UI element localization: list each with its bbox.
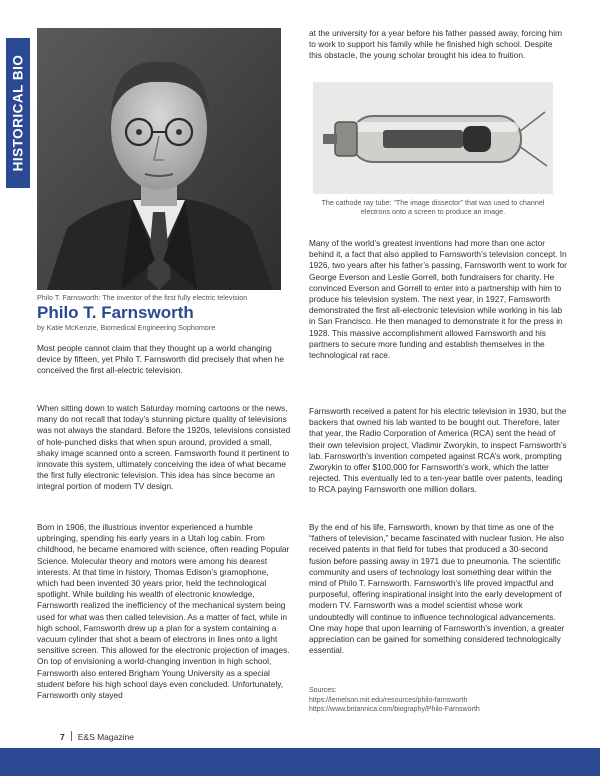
body-paragraph: at the university for a year before his father passed away, forcing him to work to support his family while he finished high school. Despite this obstacle, the young scholar brought his idea to fruition. (309, 28, 563, 61)
body-paragraph: Most people cannot claim that they thought up a world changing device by fifteen, yet Philo T. Farnsworth did precisely that when he conceived the first all-electric television. (37, 343, 285, 376)
page-number: 7 (60, 732, 65, 742)
body-paragraph: Born in 1906, the illustrious inventor experienced a humble upbringing, spending his early years in a Utah log cabin. From childhood, he became enamored with science, often reading Popular Science. Molecular theory and motors were among his dearest interests. At that time in history, Thomas Edison’s gramophone, which had been invented 30 years prior, held the technological spotlight. While building his wealth of electronic knowledge, Farnsworth realized the inefficiency of the mechanical system being used for what was then called television. As a matter of fact, while in high school, Farnsworth drew up a plan for a system containing a vacuum cylinder that shot a beam of electrons in lines onto a light sensitive screen. This allowed for the electronic projection of images. On top of envisioning a world-changing invention in high school, Farnsworth also entered Brigham Young University as a special student before his high school days even concluded. Unfortunately, Farnsworth only stayed (37, 522, 290, 701)
body-paragraph: By the end of his life, Farnsworth, known by that time as one of the “fathers of television,” became fascinated with nuclear fusion. He also received patents in that field for tubes that produced a 30-second fusion before passing away in 1971 due to pneumonia. The scientific community and users of technology lost something dear within the mind of Philo T. Farnsworth. Farnsworth’s life proved impactful and purposeful, offering inspirational insight into the early development of modern TV. Farnsworth was a model scientist whose work undoubtedly will continue to influence technological advancements. One may hope that upon learning of Farnsworth’s invention, a greater appreciation can be gained for something considered technologically essential. (309, 522, 565, 656)
portrait-photo (37, 28, 281, 290)
section-tab-label: HISTORICAL BIO (10, 54, 26, 172)
section-tab (6, 38, 30, 188)
footer-divider (71, 731, 72, 741)
sources-label: Sources: (309, 687, 337, 694)
body-paragraph: Many of the world’s greatest inventions had more than one actor behind it, a fact that also applied to Farnsworth’s television concept. In 1926, two years after his father’s passing, Farnsworth went to work for George Everson and Leslie Gorrell, both fundraisers for charity. He convinced Everson and Gorrell to enter into a partnership with him to produce his television system. The next year, in 1927, Farnsworth demonstrated the first all-electronic television while working in his lab in San Francisco. He then managed to demonstrate it for the press in 1928. This massive accomplishment allowed Farnsworth and his partners to secure more funding and establish themselves in the technological rat race. (309, 238, 567, 361)
bottom-accent-bar (0, 748, 600, 776)
sources-list (309, 686, 569, 715)
portrait-illustration (37, 28, 281, 290)
body-paragraph: When sitting down to watch Saturday morning cartoons or the news, many do not recall that today’s stunning picture quality of televisions was not always the standard. Before the 1920s, televisions consisted of hole-punched disks that when spun around, provided a small, shaky image scanned onto a screen. Farnsworth found it pertinent to innovate this system, ultimately conceiving the idea of what became the first fully electronic television. This idea has since become an integral portion of modern TV design. (37, 403, 291, 492)
portrait-caption: Philo T. Farnsworth: The inventor of the first fully electric television (37, 293, 248, 302)
magazine-name: E&S Magazine (77, 732, 134, 742)
cathode-ray-tube-photo (313, 82, 553, 194)
source-link[interactable]: https://lemelson.mit.edu/resources/philo-farnsworth (309, 696, 468, 704)
article-byline: by Katie McKenzie, Biomedical Engineering Sophomore (37, 323, 216, 332)
tube-illustration (313, 82, 553, 194)
page-footer (60, 731, 134, 742)
tube-caption: The cathode ray tube: “The image dissector” that was used to channel electrons onto a screen to produce an image. (321, 198, 545, 216)
source-link[interactable]: https://www.britannica.com/biography/Philo-Farnsworth (309, 706, 480, 713)
body-paragraph: Farnsworth received a patent for his electric television in 1930, but the backers that owned his lab wanted to be bought out. Therefore, later that year, the Radio Corporation of America (RCA) sent the head of their own television project, Vladimir Zworykin, to inspect Farnsworth’s lab. Farnsworth’s invention competed against RCA’s work, prompting Zworykin to offer $100,000 for Farnsworth’s work, which the latter rejected. This eventually led to a ten-year battle over patents, leading to RCA paying Farnsworth one million dollars. (309, 406, 567, 495)
article-title: Philo T. Farnsworth (37, 303, 194, 322)
